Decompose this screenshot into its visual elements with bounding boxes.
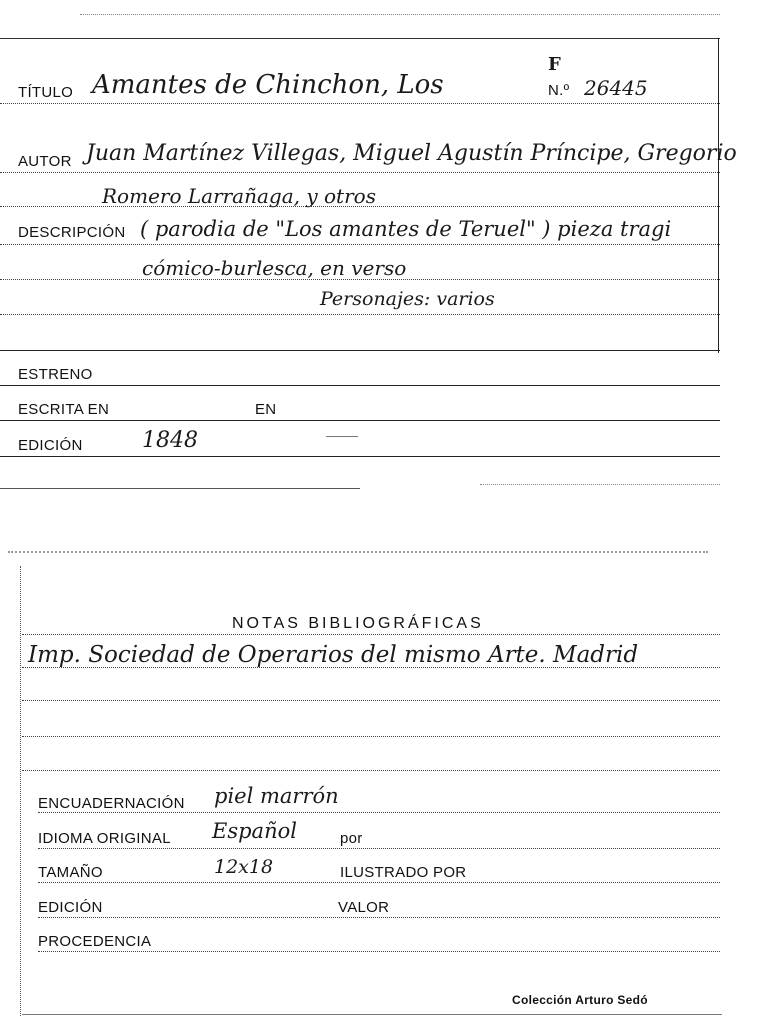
- descripcion-line2: cómico-burlesca, en verso: [142, 256, 407, 280]
- ilustrado-label: ILUSTRADO POR: [340, 864, 467, 881]
- encuadernacion-value: piel marrón: [214, 784, 339, 808]
- notas-title: NOTAS BIBLIOGRÁFICAS: [232, 615, 484, 632]
- notas-line-4: [22, 736, 720, 737]
- numero-value: 26445: [584, 76, 648, 100]
- valor-label: VALOR: [338, 899, 390, 916]
- titulo-line: [0, 103, 720, 104]
- tamano-line: [38, 882, 720, 883]
- autor-line1: Juan Martínez Villegas, Miguel Agustín Príncipe, Gregorio: [86, 141, 737, 166]
- descripcion-bottom-rule: [0, 350, 720, 351]
- descripcion-label: DESCRIPCIÓN: [18, 224, 126, 241]
- tamano-label: TAMAÑO: [38, 864, 103, 881]
- autor-label: AUTOR: [18, 153, 72, 170]
- edicion-label: EDICIÓN: [18, 437, 83, 454]
- autor-line: [0, 172, 720, 173]
- por-label: por: [340, 830, 363, 847]
- procedencia-label: PROCEDENCIA: [38, 933, 152, 950]
- procedencia-line: [38, 951, 720, 952]
- escrita-en-label: ESCRITA EN: [18, 401, 110, 418]
- idioma-value: Español: [212, 819, 297, 843]
- autor-line2: Romero Larrañaga, y otros: [102, 184, 376, 208]
- notas-line-1: [22, 634, 720, 635]
- idioma-line: [38, 848, 720, 849]
- coleccion-label: Colección Arturo Sedó: [512, 993, 648, 1007]
- descripcion-line3: Personajes: varios: [320, 288, 495, 310]
- card-left-border: [20, 566, 21, 1016]
- escrita-en-line: [0, 420, 720, 421]
- estreno-line: [0, 385, 720, 386]
- autor-line-2: [0, 206, 720, 207]
- edicion-line: [38, 917, 720, 918]
- edicion-label: EDICIÓN: [38, 899, 103, 916]
- descripcion-line-3: [0, 314, 720, 315]
- encuadernacion-line: [38, 812, 720, 813]
- numero-label: N.º: [548, 82, 570, 99]
- tamano-value: 12x18: [214, 856, 274, 878]
- titulo-label: TÍTULO: [18, 84, 74, 101]
- descripcion-line: [0, 244, 720, 245]
- en-label: EN: [255, 401, 277, 418]
- card-bottom-edge: [22, 1014, 722, 1015]
- notas-line-2: [22, 667, 720, 668]
- numero-letter: F: [548, 54, 561, 75]
- estreno-label: ESTRENO: [18, 366, 93, 383]
- card-top-edge: [80, 14, 720, 15]
- card-bottom-edge: [0, 488, 360, 489]
- notas-line-3: [22, 700, 720, 701]
- notas-line-5: [22, 770, 720, 771]
- card-top-rule: [0, 38, 720, 39]
- edicion-value: 1848: [142, 428, 198, 453]
- card-right-border: [718, 38, 719, 353]
- card-bottom-edge-right: [480, 484, 720, 485]
- encuadernacion-label: ENCUADERNACIÓN: [38, 795, 185, 812]
- card-top-edge: [8, 551, 708, 553]
- descripcion-line-2: [0, 279, 720, 280]
- edicion-line: [0, 456, 720, 457]
- stray-mark: [326, 436, 358, 437]
- titulo-value: Amantes de Chinchon, Los: [92, 70, 444, 100]
- notas-text: Imp. Sociedad de Operarios del mismo Arte. Madrid: [28, 642, 639, 668]
- descripcion-line1: ( parodia de "Los amantes de Teruel" ) pieza tragi: [140, 217, 672, 241]
- idioma-label: IDIOMA ORIGINAL: [38, 830, 171, 847]
